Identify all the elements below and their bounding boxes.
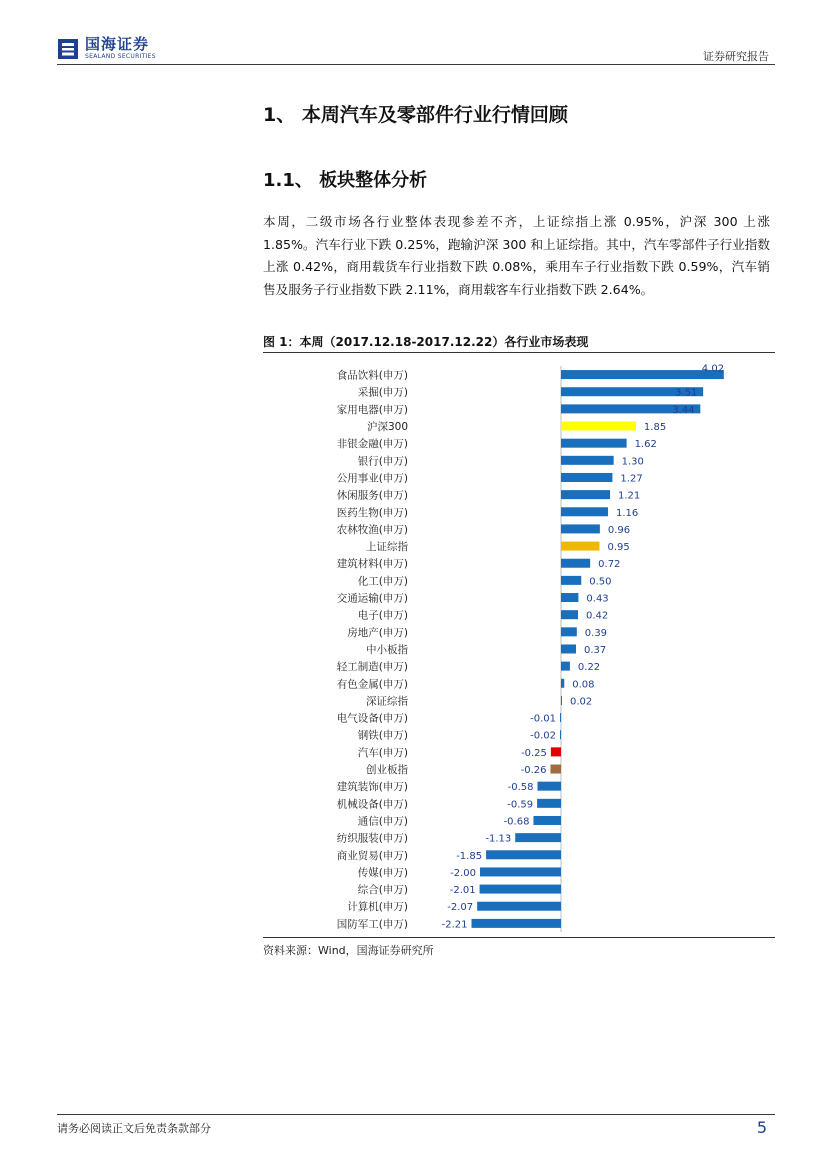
footer-disclaimer: 请务必阅读正文后免责条款部分 — [57, 1122, 211, 1135]
value-label: -0.25 — [521, 747, 547, 759]
value-label: -0.59 — [507, 799, 534, 811]
value-label: 0.50 — [589, 576, 612, 588]
company-logo — [57, 37, 156, 60]
subsection-heading: 1.1、 板块整体分析 — [263, 170, 428, 191]
bar — [561, 524, 600, 533]
bar — [560, 713, 561, 722]
category-label: 纺织服装(申万) — [336, 832, 408, 845]
category-label: 建筑材料(申万) — [336, 558, 408, 571]
value-label: 0.08 — [572, 679, 595, 691]
figure-source: 资料来源：Wind，国海证券研究所 — [263, 944, 434, 957]
category-label: 通信(申万) — [357, 815, 408, 828]
bar — [561, 473, 612, 482]
section-heading: 1、 本周汽车及零部件行业行情回顾 — [263, 104, 568, 126]
bar — [561, 679, 564, 688]
bar — [561, 422, 636, 431]
bar — [561, 644, 576, 653]
category-label: 沪深300 — [366, 421, 408, 434]
category-label: 休闲服务(申万) — [336, 489, 408, 502]
logo-english-name: SEALAND SECURITIES — [85, 53, 156, 60]
category-label: 有色金属(申万) — [336, 678, 408, 691]
value-label: 1.16 — [615, 507, 639, 519]
bar — [480, 885, 561, 894]
bar — [561, 627, 577, 636]
category-label: 综合(申万) — [357, 884, 408, 897]
value-label: -0.02 — [530, 730, 556, 742]
category-label: 电气设备(申万) — [336, 712, 408, 725]
header-divider — [57, 64, 775, 65]
category-label: 轻工制造(申万) — [336, 661, 408, 674]
category-label: 上证综指 — [366, 541, 408, 554]
bar — [480, 867, 561, 876]
bar — [561, 439, 627, 448]
bar — [561, 370, 724, 379]
value-label: 0.96 — [607, 524, 631, 536]
category-label: 公用事业(申万) — [336, 472, 408, 485]
category-label: 深证综指 — [366, 695, 408, 708]
category-label: 化工(申万) — [357, 575, 408, 588]
bar — [551, 747, 561, 756]
value-label: -1.85 — [456, 850, 483, 862]
bar — [560, 730, 561, 739]
category-label: 采掘(申万) — [357, 386, 408, 399]
value-label: 0.39 — [584, 627, 608, 639]
category-label: 钢铁(申万) — [357, 729, 408, 742]
value-label: 0.72 — [598, 559, 621, 571]
value-label: 3.51 — [675, 387, 698, 399]
bar — [561, 576, 581, 585]
figure-bottom-rule — [263, 937, 775, 938]
bar — [538, 782, 561, 791]
value-label: 0.42 — [586, 610, 609, 622]
category-label: 电子(申万) — [357, 609, 408, 622]
bar — [533, 816, 561, 825]
category-label: 汽车(申万) — [357, 746, 408, 759]
bar — [561, 542, 599, 551]
value-label: -0.68 — [503, 816, 530, 828]
value-label: 0.37 — [583, 644, 607, 656]
figure-top-rule — [263, 352, 775, 353]
industry-performance-bar-chart — [263, 360, 775, 935]
bar — [561, 490, 610, 499]
bar — [550, 765, 561, 774]
logo-chinese-name: 国海证券 — [85, 35, 150, 53]
footer-divider — [57, 1114, 775, 1115]
value-label: 0.95 — [607, 542, 630, 554]
value-label: 3.44 — [672, 404, 695, 416]
page-number: 5 — [756, 1118, 767, 1137]
category-label: 机械设备(申万) — [336, 798, 408, 811]
category-label: 房地产(申万) — [347, 626, 408, 639]
bar — [561, 456, 614, 465]
value-label: 1.85 — [643, 422, 667, 434]
value-label: 0.43 — [586, 593, 609, 605]
value-label: -2.07 — [447, 902, 474, 914]
category-label: 银行(申万) — [357, 455, 408, 468]
value-label: -0.58 — [507, 782, 534, 794]
category-label: 商业贸易(申万) — [336, 849, 408, 862]
value-label: 4.02 — [701, 363, 725, 375]
category-label: 非银金融(申万) — [336, 438, 408, 451]
value-label: -2.21 — [441, 919, 468, 931]
sealand-logo-icon — [57, 38, 79, 60]
value-label: -1.13 — [485, 833, 512, 845]
bar — [471, 919, 561, 928]
bar — [537, 799, 561, 808]
bar — [561, 610, 578, 619]
value-label: -2.00 — [450, 867, 476, 879]
value-label: 1.27 — [620, 473, 643, 485]
bar — [561, 559, 590, 568]
value-label: 0.22 — [577, 662, 601, 674]
bar — [561, 696, 562, 705]
value-label: 0.02 — [570, 696, 593, 708]
category-label: 传媒(申万) — [357, 866, 408, 879]
category-label: 创业板指 — [366, 764, 408, 777]
bar — [561, 593, 578, 602]
category-label: 国防军工(申万) — [336, 918, 408, 931]
summary-paragraph: 本周，二级市场各行业整体表现参差不齐，上证综指上涨 0.95%，沪深 300 上涨 1.85%。汽车行业下跌 0.25%，跑输沪深 300 和上证综指。其中，汽车零部件子行业指数上涨 0.42%，商用载货车行业指数下跌 0.08%，乘用车子行业指数下跌 0.59%，汽车销售及服务子行业指数下跌 2.11%，商用载客车行业指数下跌 2.64%。 — [263, 214, 770, 298]
bar — [561, 507, 608, 516]
category-label: 食品饮料(申万) — [336, 369, 408, 382]
report-type-label: 证券研究报告 — [703, 50, 769, 63]
bar — [477, 902, 561, 911]
category-label: 建筑装饰(申万) — [336, 781, 408, 794]
value-label: -0.26 — [520, 765, 547, 777]
category-label: 中小板指 — [366, 643, 408, 656]
category-label: 农林牧渔(申万) — [336, 523, 408, 536]
page-header — [0, 0, 827, 70]
value-label: 1.62 — [634, 439, 657, 451]
bar — [561, 662, 570, 671]
category-label: 交通运输(申万) — [336, 592, 408, 605]
value-label: 1.30 — [621, 456, 644, 468]
category-label: 医药生物(申万) — [336, 506, 408, 519]
category-label: 计算机(申万) — [347, 901, 408, 914]
bar — [515, 833, 561, 842]
value-label: -0.01 — [530, 713, 556, 725]
bar — [486, 850, 561, 859]
value-label: -2.01 — [449, 885, 476, 897]
value-label: 1.21 — [618, 490, 641, 502]
category-label: 家用电器(申万) — [336, 403, 408, 416]
figure-title: 图 1：本周（2017.12.18-2017.12.22）各行业市场表现 — [263, 335, 589, 349]
